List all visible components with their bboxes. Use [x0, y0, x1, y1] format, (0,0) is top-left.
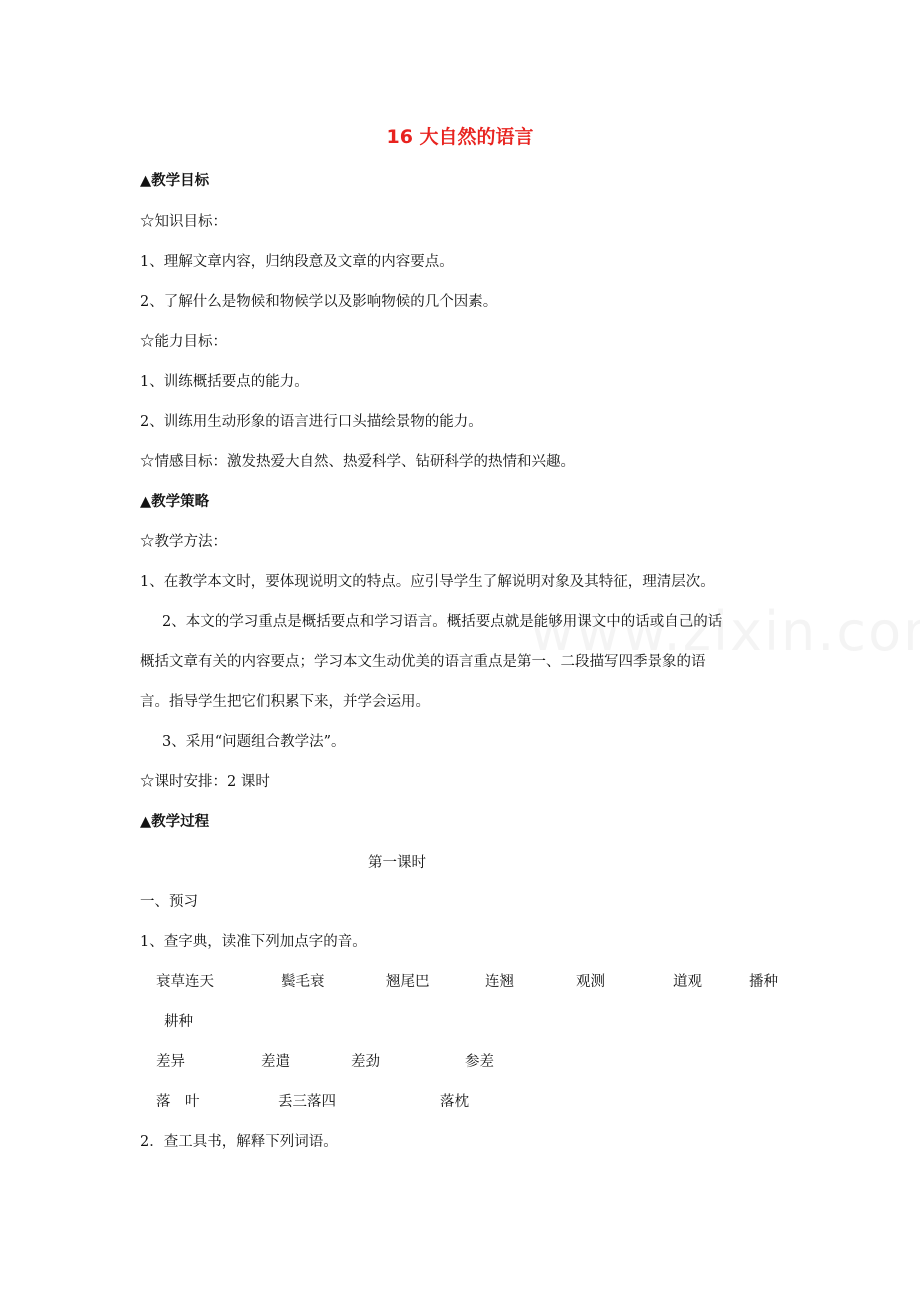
vocab-word: 鬓毛衰 — [281, 974, 325, 990]
vocab-word: 差劲 — [351, 1054, 380, 1070]
paragraph-line: 概括文章有关的内容要点；学习本文生动优美的语言重点是第一、二段描写四季景象的语 — [140, 654, 706, 670]
vocab-word: 落 叶 — [156, 1094, 200, 1110]
paragraph-line: 1、理解文章内容，归纳段意及文章的内容要点。 — [140, 254, 454, 270]
vocab-word: 落枕 — [440, 1094, 469, 1110]
paragraph-line: 2、本文的学习重点是概括要点和学习语言。概括要点就是能够用课文中的话或自己的话 — [162, 614, 723, 630]
heading-teaching-goals: ▲教学目标 — [140, 173, 210, 189]
vocab-word: 丢三落四 — [278, 1094, 336, 1110]
subheading-schedule: ☆课时安排：2 课时 — [140, 774, 270, 790]
paragraph-line: 2、了解什么是物候和物候学以及影响物候的几个因素。 — [140, 294, 498, 310]
section-heading-preview: 一、预习 — [140, 894, 198, 910]
instruction-line: 1、查字典，读准下列加点字的音。 — [140, 934, 367, 950]
vocab-word: 衰草连天 — [156, 974, 214, 990]
vocab-word: 参差 — [465, 1054, 494, 1070]
vocab-word: 翘尾巴 — [386, 974, 430, 990]
vocab-word: 播种 — [749, 974, 778, 990]
subheading-teaching-method: ☆教学方法： — [140, 534, 227, 550]
page-title: 16 大自然的语言 — [386, 126, 534, 148]
paragraph-line: 2、训练用生动形象的语言进行口头描绘景物的能力。 — [140, 414, 483, 430]
subheading-knowledge-goals: ☆知识目标： — [140, 214, 227, 230]
instruction-line: 2．查工具书，解释下列词语。 — [140, 1134, 338, 1150]
paragraph-line: 1、训练概括要点的能力。 — [140, 374, 309, 390]
subheading-emotion-goals: ☆情感目标：激发热爱大自然、热爱科学、钻研科学的热情和兴趣。 — [140, 454, 575, 470]
subheading-ability-goals: ☆能力目标： — [140, 334, 227, 350]
vocab-word: 道观 — [673, 974, 702, 990]
paragraph-line: 3、采用“问题组合教学法”。 — [162, 734, 346, 750]
vocab-word: 差异 — [156, 1054, 185, 1070]
heading-teaching-process: ▲教学过程 — [140, 814, 210, 830]
vocab-word: 差遣 — [261, 1054, 290, 1070]
vocab-word: 耕种 — [164, 1014, 193, 1030]
vocab-word: 观测 — [576, 974, 605, 990]
heading-teaching-strategy: ▲教学策略 — [140, 494, 210, 510]
paragraph-line: 言。指导学生把它们积累下来，并学会运用。 — [140, 694, 430, 710]
section-title-first-lesson: 第一课时 — [368, 855, 426, 871]
vocab-word: 连翘 — [485, 974, 514, 990]
paragraph-line: 1、在教学本文时，要体现说明文的特点。应引导学生了解说明对象及其特征，理清层次。 — [140, 574, 715, 590]
